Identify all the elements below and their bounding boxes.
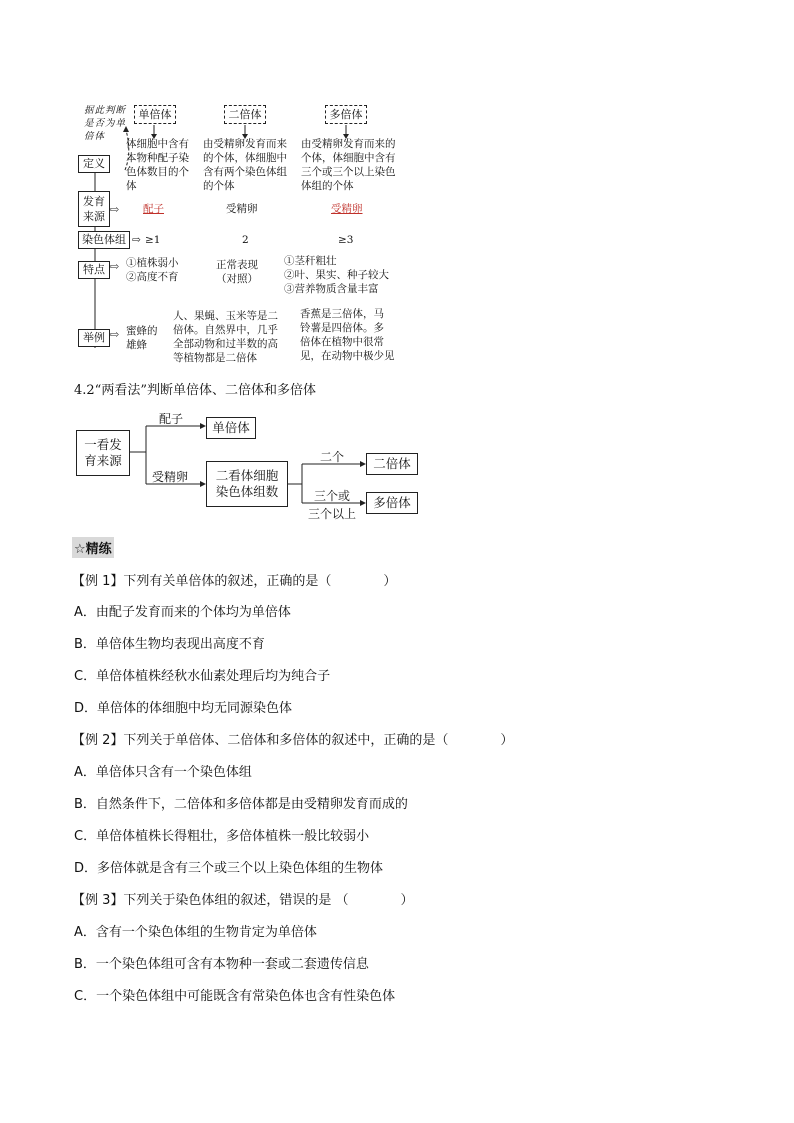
concept-figure [70, 98, 410, 368]
q1-option-c: C．单倍体植株经秋水仙素处理后均为纯合子 [74, 669, 331, 684]
feat-polyploid-1: ①茎秆粗壮 [284, 255, 337, 267]
feat-polyploid-2: ②叶、果实、种子较大 [284, 269, 389, 281]
feat-diploid-2: （对照） [216, 273, 258, 285]
flow-label-zygote: 受精卵 [152, 470, 189, 484]
svg-text:⇨: ⇨ [110, 203, 120, 216]
ex-polyploid-4: 见，在动物中极少见 [300, 350, 395, 362]
row-label-chromosome-sets: 染色体组 [78, 231, 130, 249]
ex-polyploid-2: 铃薯是四倍体。多 [300, 322, 384, 334]
row-label-definition: 定义 [78, 155, 110, 173]
src-polyploid: 受精卵 [331, 203, 363, 215]
src-haploid: 配子 [143, 203, 164, 215]
sets-arrow-haploid: ⇨ [132, 234, 141, 246]
flow-box-look-origin [76, 430, 130, 476]
def-polyploid: 由受精卵发育而来的个体，体细胞中含有三个或三个以上染色体组的个体 [301, 138, 396, 192]
section-heading: 4.2“两看法”判断单倍体、二倍体和多倍体 [74, 383, 316, 398]
header-diploid: 二倍体 [224, 105, 266, 124]
flow-box-haploid: 单倍体 [206, 417, 256, 439]
def-diploid: 由受精卵发育而来的个体，体细胞中含有两个染色体组的个体 [203, 138, 287, 192]
q2-option-c: C．单倍体植株长得粗壮，多倍体植株一般比较弱小 [74, 829, 370, 844]
q3-option-b: B．一个染色体组可含有本物种一套或二套遗传信息 [74, 957, 369, 972]
flow-box-polyploid: 多倍体 [366, 492, 418, 514]
sets-haploid: ≥1 [145, 234, 161, 246]
sets-polyploid: ≥3 [338, 234, 354, 246]
q1-option-b: B．单倍体生物均表现出高度不育 [74, 637, 265, 652]
flow-box-look-sets [206, 461, 288, 507]
header-haploid: 单倍体 [134, 105, 176, 124]
row-label-origin [78, 191, 110, 227]
ex-haploid-2: 雄蜂 [126, 339, 147, 351]
q1-option-d: D．单倍体的体细胞中均无同源染色体 [74, 701, 293, 716]
practice-label: ☆精练 [72, 537, 114, 558]
concept-note: 据此判断是否为单倍体 [84, 105, 127, 142]
q1-option-a: A．由配子发育而来的个体均为单倍体 [74, 605, 291, 620]
flow-box-look-sets-text: 二看体细胞染色体组数 [215, 468, 279, 499]
svg-text:⇨: ⇨ [110, 328, 120, 341]
q3-option-c: C．一个染色体组中可能既含有常染色体也含有性染色体 [74, 989, 396, 1004]
ex-diploid-3: 全部动物和过半数的高 [173, 338, 278, 350]
q3-stem: 【例 3】下列关于染色体组的叙述，错误的是 （ ） [72, 893, 414, 908]
flow-label-three-a: 三个或 [314, 489, 351, 503]
row-label-examples: 举例 [78, 329, 110, 347]
two-look-flowchart [74, 406, 424, 521]
feat-diploid-1: 正常表现 [216, 259, 258, 271]
feat-haploid-2: ②高度不育 [126, 271, 179, 283]
flow-box-look-origin-text: 一看发育来源 [84, 437, 122, 468]
ex-polyploid-1: 香蕉是三倍体，马 [300, 308, 384, 320]
q2-stem: 【例 2】下列关于单倍体、二倍体和多倍体的叙述中，正确的是（ ） [72, 733, 514, 748]
flow-label-three-b: 三个以上 [308, 507, 357, 521]
row-label-origin-text: 发育来源 [83, 195, 105, 223]
ex-diploid-4: 等植物都是二倍体 [173, 352, 257, 364]
q2-option-d: D．多倍体就是含有三个或三个以上染色体组的生物体 [74, 861, 384, 876]
row-label-features: 特点 [78, 261, 110, 279]
ex-haploid-1: 蜜蜂的 [126, 325, 158, 337]
def-haploid: 体细胞中含有本物种配子染色体数目的个体 [126, 138, 189, 192]
flow-label-two: 二个 [320, 450, 345, 464]
ex-diploid-2: 倍体。自然界中，几乎 [173, 324, 278, 336]
flow-box-diploid: 二倍体 [366, 453, 418, 475]
svg-text:⇨: ⇨ [110, 260, 120, 273]
src-diploid: 受精卵 [226, 203, 258, 215]
ex-polyploid-3: 倍体在植物中很常 [300, 336, 384, 348]
q2-option-a: A．单倍体只含有一个染色体组 [74, 765, 252, 780]
ex-diploid-1: 人、果蝇、玉米等是二 [173, 310, 278, 322]
header-polyploid: 多倍体 [325, 105, 367, 124]
q3-option-a: A．含有一个染色体组的生物肯定为单倍体 [74, 925, 317, 940]
sets-diploid: 2 [242, 234, 249, 246]
flow-label-gamete: 配子 [159, 412, 184, 426]
feat-polyploid-3: ③营养物质含量丰富 [284, 283, 379, 295]
q1-stem: 【例 1】下列有关单倍体的叙述，正确的是（ ） [72, 574, 397, 589]
q2-option-b: B．自然条件下，二倍体和多倍体都是由受精卵发育而成的 [74, 797, 408, 812]
feat-haploid-1: ①植株弱小 [126, 257, 179, 269]
